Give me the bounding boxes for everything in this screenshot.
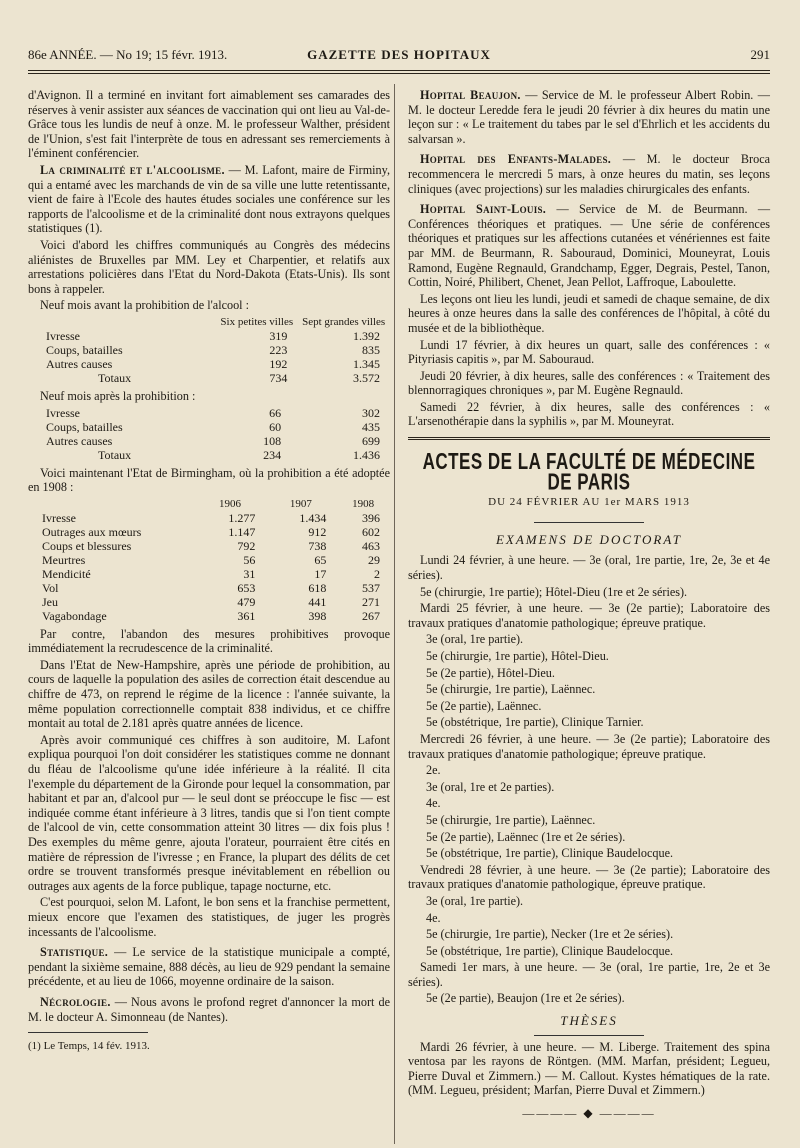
exam-line: 5e (chirurgie, 1re partie), Hôtel-Dieu. <box>426 649 609 663</box>
exam-line: 5e (obstétrique, 1re partie), Clinique Baudelocque. <box>426 943 674 958</box>
table-row: Autres causes 108 699 <box>46 433 380 448</box>
table-row: Ivresse 1.277 1.434 396 <box>42 510 380 525</box>
theses-heading: THÈSES <box>560 1013 618 1029</box>
theses-text: Mardi 26 février, à une heure. — M. Liberge. Traitement des spina ventosa par les rayons de Röntgen. (MM. Marfan, président; Legueu, Pierre Duval et Zimmern.) — M. Callout. Kystes hématiques de la rate. (MM. Legueu, président; Marfan, Pierre Duval et Zimmern.) <box>408 1039 770 1098</box>
end-ornament: ———— ◆ ———— <box>522 1106 656 1121</box>
year-header: 1906 <box>218 497 241 510</box>
exam-line: 4e. <box>426 796 441 811</box>
table-row: Vol 653 618 537 <box>42 580 380 595</box>
year-header: 1908 <box>352 497 375 510</box>
table-caption: Neuf mois après la prohibition : <box>40 388 196 403</box>
paragraph: d'Avignon. Il a terminé en invitant fort aimablement ses camarades des réserves à venir assister aux séances de vaccination qui ont lieu au Val-de-Grâce tous les lundis de neuf à onze. M. le professeur Walther, président de l'Union, s'est fait l'interprète de tous en adressant ses remerciements à l'éminent conférencier. <box>28 88 390 161</box>
paragraph: Dans l'Etat de New-Hampshire, après une période de prohibition, au cours de laquelle la population des asiles de correction était descendue au chiffre de 473, on reprend le régime de la licence : l'année suivante, la même population correctionnelle comptait 838 individus, et ce chiffre montait au total de 2.181 après quatre années de licence. <box>28 657 390 731</box>
exam-line: 4e. <box>426 910 441 925</box>
date-range: DU 24 FÉVRIER AU 1er MARS 1913 <box>488 496 690 509</box>
statistics-table-before <box>28 315 390 385</box>
paragraph: Voici d'abord les chiffres communiqués au Congrès des médecins aliénistes de Bruxelles par MM. Ley et Charpentier, et relatifs aux arrestations policières dans l'Etat du Nord-Dakota (Etats-Unis). Ils sont bons à rappeler. <box>28 237 390 296</box>
issue-info: 86e ANNÉE. — No 19; 15 févr. 1913. <box>28 47 228 62</box>
table-row: Coups et blessures 792 738 463 <box>42 538 380 553</box>
exam-line: 5e (obstétrique, 1re partie), Clinique Baudelocque. <box>426 846 674 861</box>
right-column <box>408 88 770 1121</box>
header-rule <box>28 70 770 71</box>
article-text: — M. Lafont, maire de Firminy, qui a entamé avec les marchands de vin de sa ville une lutte retentissante, vient de faire à l'Ecole des hautes études sociales une conférence sur les rapports de l'alcoolisme et de la criminalité dont nous extrayons quelques statistiques (1). <box>28 162 391 236</box>
table-row-total: Totaux 234 1.436 <box>98 447 380 462</box>
column-header: Sept grandes villes <box>302 315 386 328</box>
footnote-rule <box>28 1032 148 1033</box>
paragraph: Lundi 17 février, à dix heures un quart, salle des conférences : « Pityriasis capitis », par M. Sabouraud. <box>408 337 770 367</box>
table-row: Coups, batailles 60 435 <box>46 419 380 434</box>
header-rule-2 <box>28 73 770 74</box>
exam-line: 3e (oral, 1re et 2e parties). <box>426 779 555 794</box>
exam-line: 5e (2e partie), Beaujon (1re et 2e séries). <box>426 991 625 1006</box>
table-row-total: Totaux 734 3.572 <box>98 370 380 385</box>
table-row: Ivresse 319 1.392 <box>46 328 380 343</box>
statistique-article: Statistique. — Le service de la statistique municipale a compté, pendant la sixième semaine, 888 décès, au lieu de 929 pendant la semaine précédente, et au lieu de 1066, moyenne ordinaire de la saison. <box>28 945 390 989</box>
column-header: Six petites villes <box>220 315 294 328</box>
section-heading: Hopital des Enfants-Malades. <box>420 152 612 167</box>
table-caption: Neuf mois avant la prohibition de l'alcool : <box>40 298 249 313</box>
exam-line: 5e (obstétrique, 1re partie), Clinique Tarnier. <box>426 715 644 730</box>
exam-line: 5e (chirurgie, 1re partie), Laënnec. <box>426 812 596 827</box>
table-row: Coups, batailles 223 835 <box>46 342 380 357</box>
year-header: 1907 <box>289 497 312 510</box>
page-header <box>28 47 770 65</box>
exam-line: 3e (oral, 1re partie). <box>426 893 524 908</box>
table-row: Jeu 479 441 271 <box>42 594 380 609</box>
table-row: Ivresse 66 302 <box>46 405 380 420</box>
enfants-malades-article: Hopital des Enfants-Malades. — M. le docteur Broca recommencera le mercredi 5 mars, à onze heures du matin, ses leçons cliniques (avec projections) sur les maladies chirurgicales des enfants. <box>408 152 771 196</box>
necrologie-article: Nécrologie. — Nous avons le profond regret d'annoncer la mort de M. le docteur A. Simonneau (de Nantes). <box>28 994 390 1024</box>
paragraph: C'est pourquoi, selon M. Lafont, le bon sens et la franchise permettent, mieux encore que l'examen des statistiques, de juger les progrès incessants de l'alcoolisme. <box>28 895 390 939</box>
rule <box>534 1035 644 1036</box>
paragraph: Jeudi 20 février, à dix heures, salle des conférences : « Traitement des blennorragiques chroniques », par M. Eugène Regnauld. <box>408 368 770 398</box>
exam-line: 5e (2e partie), Hôtel-Dieu. <box>426 665 555 680</box>
table-row: Mendicité 31 17 2 <box>42 566 380 581</box>
section-heading: Nécrologie. <box>40 994 111 1009</box>
exam-line: 5e (chirurgie, 1re partie), Laënnec. <box>426 682 596 697</box>
alcoolisme-article <box>28 163 390 236</box>
exam-line: Samedi 1er mars, à une heure. — 3e (oral, 1re partie, 1re, 2e et 3e séries). <box>408 960 770 989</box>
paragraph: Samedi 22 février, à dix heures, salle des conférences : « L'arsenothérapie dans la syphilis », par M. Mouneyrat. <box>408 399 770 429</box>
table-row: Meurtres 56 65 29 <box>42 552 380 567</box>
rule <box>534 522 644 523</box>
paragraph: Voici maintenant l'Etat de Birmingham, où la prohibition a été adoptée en 1908 : <box>28 465 390 495</box>
beaujon-article: Hopital Beaujon. — Service de M. le professeur Albert Robin. — M. le docteur Leredde fera le jeudi 20 février à dix heures du matin une leçon sur : « Le traitement du tabes par le sel d'Ehrlich et les accidents du salvarsan ». <box>408 88 770 146</box>
exam-line: Mardi 25 février, à une heure. — 3e (2e partie); Laboratoire des travaux pratiques d'anatomie pathologique; épreuve pratique. <box>408 601 770 630</box>
section-heading: Hopital Beaujon. <box>420 88 521 102</box>
left-column <box>28 88 390 1054</box>
exam-list <box>408 553 770 1006</box>
column-divider <box>394 84 395 1144</box>
exam-line: Mercredi 26 février, à une heure. — 3e (2e partie); Laboratoire des travaux pratiques d'anatomie pathologique; épreuve pratique. <box>408 731 770 761</box>
section-heading: Hopital Saint-Louis. <box>420 202 547 217</box>
page-number: 291 <box>750 47 770 62</box>
section-heading: Statistique. <box>40 945 109 960</box>
statistics-table-after <box>28 406 390 462</box>
faculty-heading: ACTES DE LA FACULTÉ DE MÉDECINE DE PARIS <box>422 448 756 495</box>
saint-louis-article: Hopital Saint-Louis. — Service de M. de Beurmann. — Conférences théoriques et pratiques. — Une série de conférences théoriques et pratiques sur les affections cutanées et vénériennes est faite par MM. de Beurmann, R. Sabouraud, Dominici, Mouneyrat, Louis Ramond, Eugène Regnauld, Grandchamp, Egger, Degrais, Pestel, Tanon, Cottin, Noiré, Philibert, Chenet, Jean Pellot, Laffroque, Laboulette. <box>408 202 771 290</box>
table-row: Autres causes 192 1.345 <box>46 356 380 371</box>
exam-line: 5e (2e partie), Laënnec (1re et 2e séries). <box>426 829 626 844</box>
section-divider <box>408 437 770 440</box>
paragraph: Les leçons ont lieu les lundi, jeudi et samedi de chaque semaine, de dix heures à onze heures dans la salle des conférences de l'hôpital, à côté du musée et de la bibliothèque. <box>408 291 770 335</box>
footnote: (1) Le Temps, 14 fév. 1913. <box>28 1040 150 1053</box>
journal-title: GAZETTE DES HOPITAUX <box>307 47 491 62</box>
exam-line: 5e (chirurgie, 1re partie); Hôtel-Dieu (1re et 2e séries). <box>420 584 688 599</box>
exam-line: Lundi 24 février, à une heure. — 3e (oral, 1re partie, 1re, 2e, 3e et 4e séries). <box>408 553 770 583</box>
table-row: Vagabondage 361 398 267 <box>42 608 380 623</box>
paragraph: Après avoir communiqué ces chiffres à son auditoire, M. Lafont expliqua pourquoi l'on doit considérer les statistiques comme ne donnant du fléau de l'alcoolisme qu'une idée inférieure à la réalité. Il cita l'exemple du département de la Gironde pour lequel la consommation, par habitant et par an, d'alcool pur — le seul dont se préoccupe le fisc — est indiquée comme étant inférieure à 3 litres, tandis que si l'on tient compte de l'alcool de vin, cette consommation atteint 30 litres — dix fois plus ! Des exemples du même genre, ajouta l'orateur, pourraient être cités en matière de répression de l'ivresse ; en France, la plupart des délits de cet ordre se trouvent transformés presque inévitablement en rébellion ou outrages aux agents de la force publique, tapage nocturne, etc. <box>28 732 390 893</box>
table-row: Outrages aux mœurs 1.147 912 602 <box>42 524 380 539</box>
exam-line: 3e (oral, 1re partie). <box>426 632 524 647</box>
exam-line: 5e (chirurgie, 1re partie), Necker (1re et 2e séries). <box>426 927 674 942</box>
exam-line: Vendredi 28 février, à une heure. — 3e (2e partie); Laboratoire des travaux pratiques d'anatomie pathologique, épreuve pratique. <box>408 862 770 892</box>
exam-heading: EXAMENS DE DOCTORAT <box>495 531 683 547</box>
birmingham-table <box>28 497 390 623</box>
exam-line: 5e (2e partie), Laënnec. <box>426 698 542 713</box>
paragraph: Par contre, l'abandon des mesures prohibitives provoque immédiatement la recrudescence de la criminalité. <box>28 626 390 656</box>
section-heading: La criminalité et l'alcoolisme. <box>40 162 225 177</box>
exam-line: 2e. <box>426 763 441 778</box>
